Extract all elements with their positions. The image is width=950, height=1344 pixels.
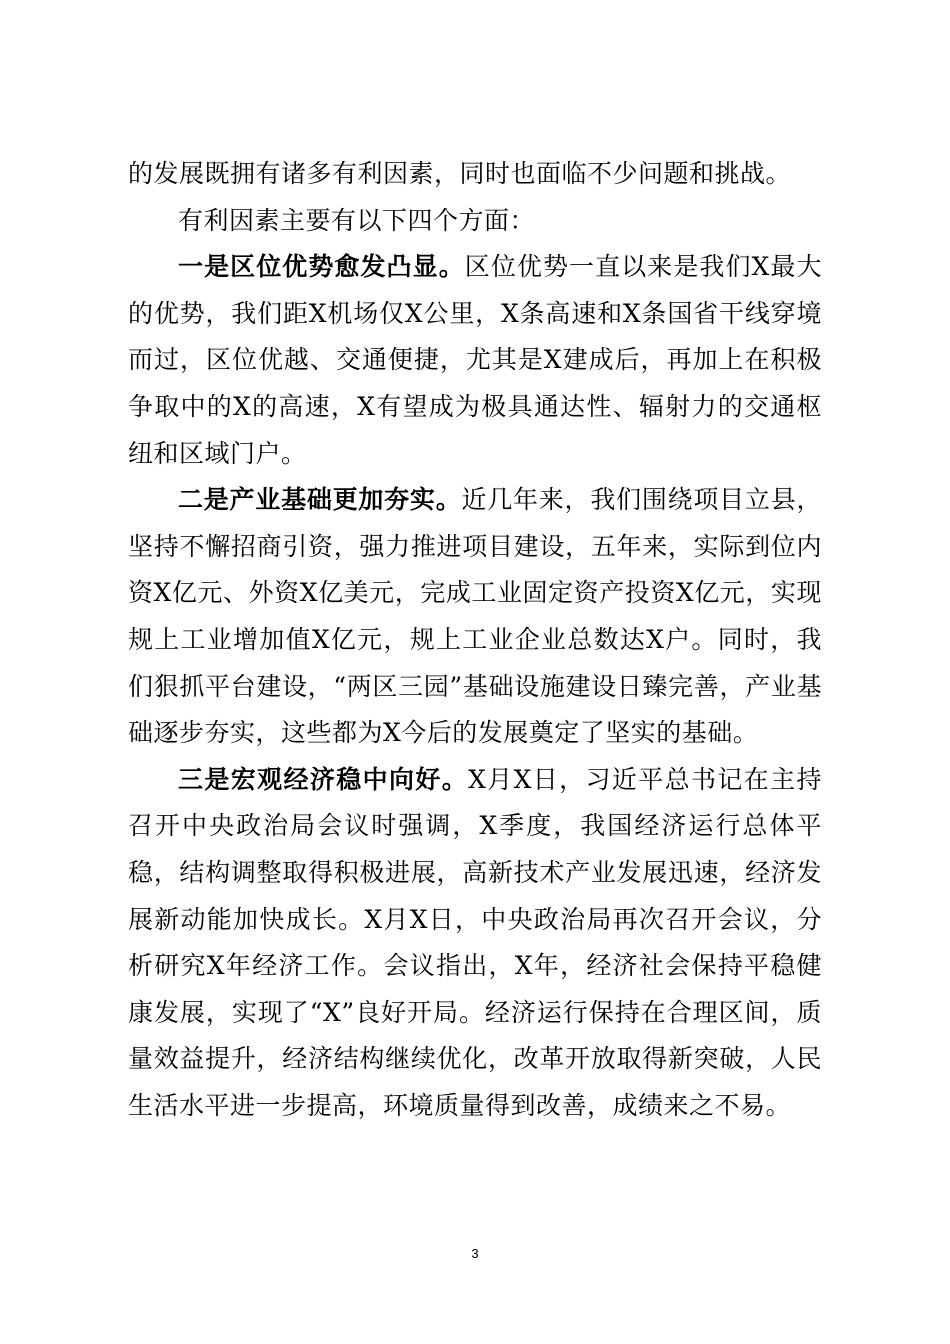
paragraph-intro [128,198,822,245]
paragraph-text: 近几年来，我们围绕项目立县，坚持不懈招商引资，强力推进项目建设，五年来，实际到位内资X亿元、外资X亿美元，完成工业固定资产投资X亿元，实现规上工业增加值X亿元，规上工业企业总数达X户。同时，我们狠抓平台建设，“两区三园”基础设施建设日臻完善，产业基础逐步夯实，这些都为X今后的发展奠定了坚实的基础。 [128,485,822,748]
paragraph-continuation [128,151,822,198]
paragraph-lead: 一是区位优势愈发凸显。 [178,252,465,282]
paragraph-industry-foundation [128,477,822,757]
paragraph-text: 有利因素主要有以下四个方面： [178,205,536,235]
paragraph-text: X月X日，习近平总书记在主持召开中央政治局会议时强调，X季度，我国经济运行总体平稳，结构调整取得积极进展，高新技术产业发展迅速，经济发展新动能加快成长。X月X日，中央政治局再次召开会议，分析研究X年经济工作。会议指出，X年，经济社会保持平稳健康发展，实现了“X”良好开局。经济运行保持在合理区间，质量效益提升，经济结构继续优化，改革开放取得新突破，人民生活水平进一步提高，环境质量得到改善，成绩来之不易。 [128,764,822,1120]
document-body [128,151,822,1129]
paragraph-macro-economy [128,757,822,1130]
paragraph-lead: 三是宏观经济稳中向好。 [178,764,469,794]
paragraph-location-advantage [128,244,822,477]
page-number: 3 [471,1246,479,1261]
paragraph-text: 的发展既拥有诸多有利因素，同时也面临不少问题和挑战。 [128,159,792,188]
paragraph-text: 区位优势一直以来是我们X最大的优势，我们距X机场仅X公里，X条高速和X条国省干线穿境而过，区位优越、交通便捷，尤其是X建成后，再加上在积极争取中的X的高速，X有望成为极具通达性、辐射力的交通枢纽和区域门户。 [128,252,822,468]
paragraph-lead: 二是产业基础更加夯实。 [178,485,462,515]
